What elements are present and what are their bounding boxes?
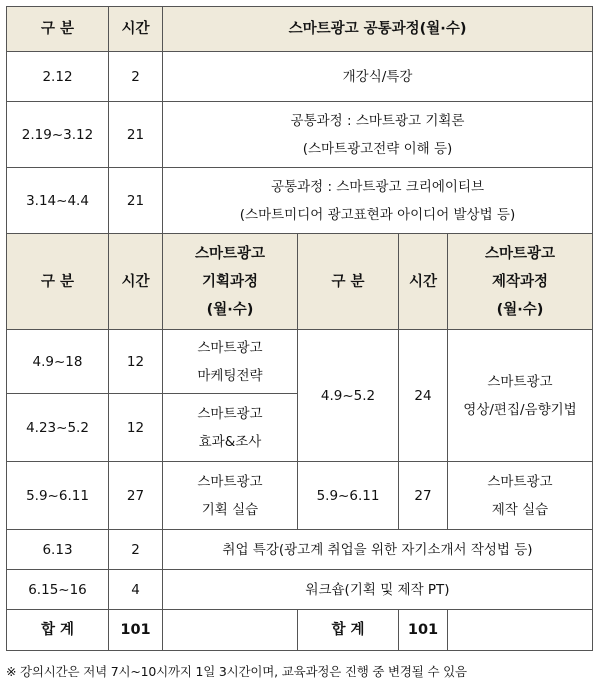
curriculum-table: [6, 6, 593, 651]
course-line: 기획 실습: [201, 501, 259, 518]
row-date-right: 4.9~5.2: [298, 330, 399, 462]
split-header-row: [7, 234, 593, 330]
course-line: 효과&조사: [198, 433, 262, 450]
row-content: [163, 168, 593, 234]
row-hours: 21: [109, 168, 163, 234]
row-hours: 2: [109, 52, 163, 102]
header-hours-right: 시간: [399, 234, 448, 330]
course-line: 영상/편집/음향기법: [463, 401, 577, 418]
row-date: 6.13: [7, 530, 109, 570]
row-production-course: [448, 330, 593, 462]
row-hours-right: 27: [399, 462, 448, 530]
header-line: 제작과정: [491, 273, 549, 290]
row-hours-right: 24: [399, 330, 448, 462]
total-hours-left: 101: [109, 610, 163, 651]
row-content: [163, 52, 593, 102]
header-planning-course: [163, 234, 298, 330]
row-hours: 12: [109, 330, 163, 394]
header-common-course: 스마트광고 공통과정(월·수): [163, 7, 593, 52]
total-hours-right: 101: [399, 610, 448, 651]
row-date: 6.15~16: [7, 570, 109, 610]
course-line: 스마트광고: [487, 473, 553, 490]
header-line: 스마트광고: [484, 245, 556, 262]
table-row: [7, 168, 593, 234]
header-line: 스마트광고: [194, 245, 266, 262]
header-line: 기획과정: [201, 273, 259, 290]
row-date: 4.23~5.2: [7, 394, 109, 462]
header-hours-left: 시간: [109, 234, 163, 330]
row-planning-course: [163, 462, 298, 530]
row-date: 2.19~3.12: [7, 102, 109, 168]
row-date: 5.9~6.11: [7, 462, 109, 530]
total-label-left: 합 계: [7, 610, 109, 651]
header-division-right: 구 분: [298, 234, 399, 330]
row-content: [163, 102, 593, 168]
course-line: 스마트광고: [197, 473, 263, 490]
header-hours: 시간: [109, 7, 163, 52]
row-date: 4.9~18: [7, 330, 109, 394]
table-row: [7, 102, 593, 168]
course-line: 제작 실습: [491, 501, 549, 518]
header-division: 구 분: [7, 7, 109, 52]
row-hours: 21: [109, 102, 163, 168]
header-division-left: 구 분: [7, 234, 109, 330]
total-row: [7, 610, 593, 651]
row-planning-course: [163, 330, 298, 394]
table-row: [7, 570, 593, 610]
course-line: 스마트광고: [197, 405, 263, 422]
row-planning-course: [163, 394, 298, 462]
content-line: 개강식/특강: [342, 68, 413, 85]
row-production-course: [448, 462, 593, 530]
row-date: 3.14~4.4: [7, 168, 109, 234]
total-empty-cell: [163, 610, 298, 651]
content-line: 공통과정 : 스마트광고 기획론: [290, 112, 465, 129]
content-line: (스마트광고전략 이해 등): [302, 140, 453, 157]
table-row: [7, 330, 593, 394]
header-line: (월·수): [206, 301, 254, 318]
header-line: (월·수): [496, 301, 544, 318]
total-empty-cell: [448, 610, 593, 651]
header-production-course: [448, 234, 593, 330]
total-label-right: 합 계: [298, 610, 399, 651]
row-date-right: 5.9~6.11: [298, 462, 399, 530]
row-hours: 27: [109, 462, 163, 530]
table-row: [7, 530, 593, 570]
footnote: ※ 강의시간은 저녁 7시~10시까지 1일 3시간이며, 교육과정은 진행 중 변경될 수 있음: [6, 664, 467, 679]
content-line: 공통과정 : 스마트광고 크리에이티브: [270, 178, 485, 195]
table-row: [7, 462, 593, 530]
row-hours: 4: [109, 570, 163, 610]
course-line: 마케팅전략: [197, 367, 263, 384]
table-row: [7, 52, 593, 102]
table-header-row: [7, 7, 593, 52]
row-hours: 2: [109, 530, 163, 570]
content-line: (스마트미디어 광고표현과 아이디어 발상법 등): [239, 206, 516, 223]
row-hours: 12: [109, 394, 163, 462]
course-line: 스마트광고: [487, 373, 553, 390]
row-date: 2.12: [7, 52, 109, 102]
row-content: 취업 특강(광고계 취업을 위한 자기소개서 작성법 등): [163, 530, 593, 570]
course-line: 스마트광고: [197, 339, 263, 356]
row-content: 워크숍(기획 및 제작 PT): [163, 570, 593, 610]
